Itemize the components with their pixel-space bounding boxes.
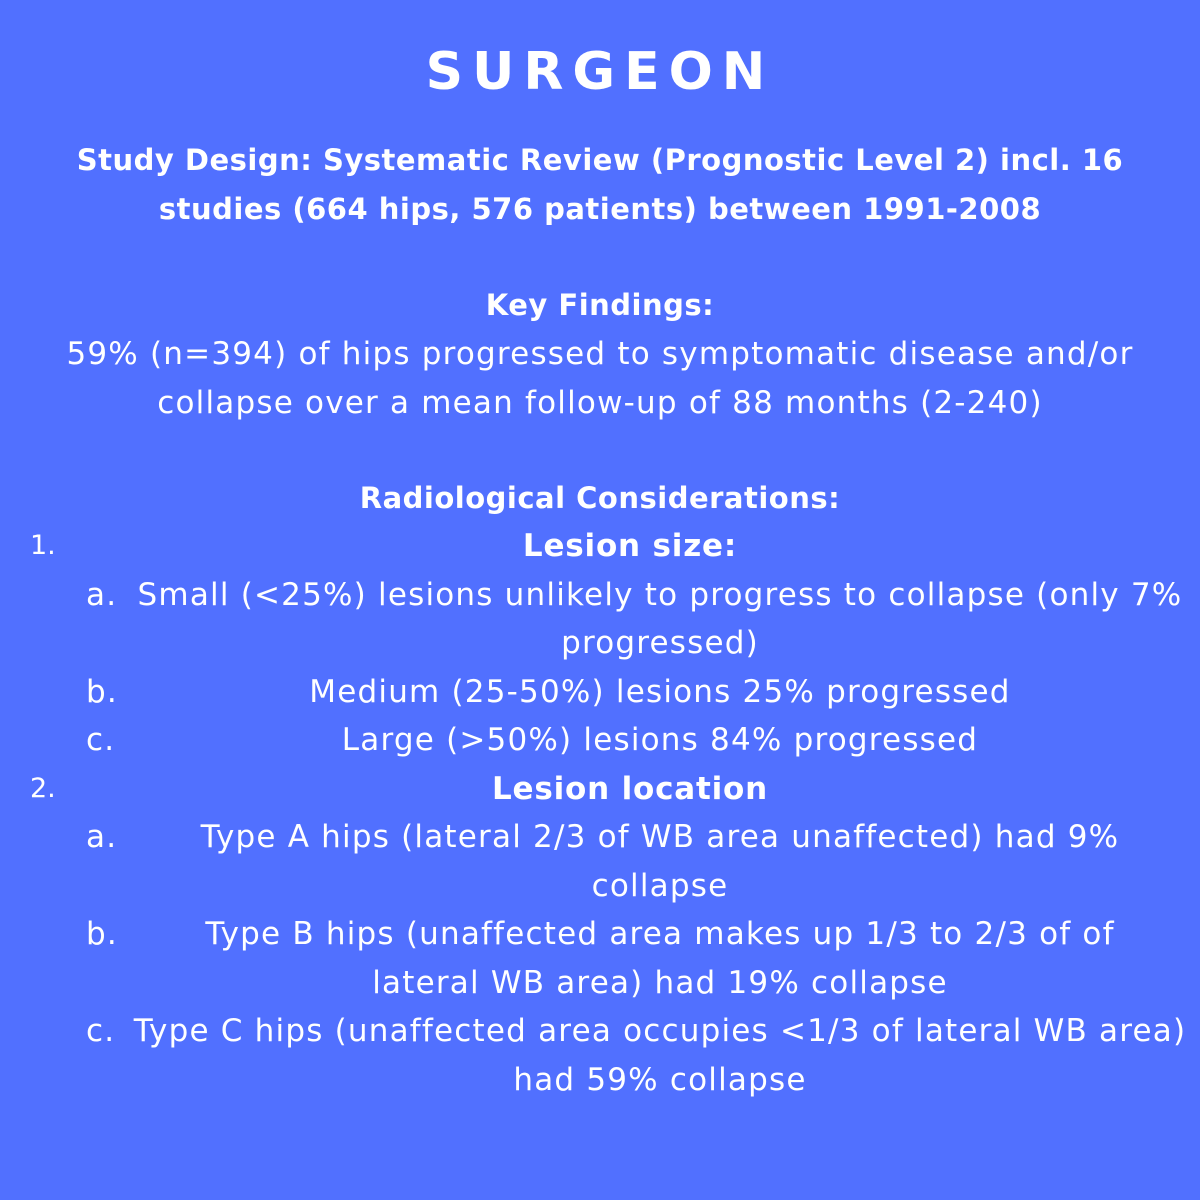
item-text: Large (>50%) lesions 84% progressed (341, 722, 979, 758)
item-text: Type B hips (unaffected area makes up 1/3 to 2/3 of of lateral WB area) had 19% collapse (205, 916, 1115, 1001)
section-number: 2. (30, 772, 56, 804)
section-heading: Lesion size: (522, 528, 738, 564)
radiological-heading: Radiological Considerations: (359, 481, 841, 515)
item-letter: c. (86, 1013, 116, 1049)
section-number: 1. (30, 530, 56, 561)
section-heading: Lesion location (491, 770, 769, 807)
item-text: Medium (25-50%) lesions 25% progressed (309, 673, 1011, 710)
study-design-text: Study Design: Systematic Review (Prognostic Level 2) incl. 16 studies (664 hips, 576 patients) between 1991-2008 (76, 143, 1124, 226)
page-title: SURGEON (425, 42, 775, 102)
key-findings-heading: Key Findings: (485, 288, 715, 322)
list-item (0, 571, 1200, 668)
list-item (0, 716, 1200, 765)
section-lesion-size (0, 522, 1200, 571)
item-letter: a. (86, 819, 118, 855)
item-text: Type C hips (unaffected area occupies <1/3 of lateral WB area) had 59% collapse (133, 1013, 1187, 1098)
considerations-list (0, 522, 1200, 1104)
key-findings-text: 59% (n=394) of hips progressed to symptomatic disease and/or collapse over a mean follow-up of 88 months (2-240) (66, 336, 1134, 421)
list-item (0, 813, 1200, 910)
item-text: Type A hips (lateral 2/3 of WB area unaffected) had 9% collapse (200, 819, 1120, 904)
list-item (0, 910, 1200, 1007)
list-item (0, 1007, 1200, 1104)
item-letter: c. (86, 722, 116, 758)
list-item (0, 668, 1200, 717)
item-text: Small (<25%) lesions unlikely to progress to collapse (only 7% progressed) (137, 576, 1183, 661)
item-letter: a. (86, 576, 118, 613)
item-letter: b. (86, 673, 118, 710)
item-letter: b. (86, 916, 118, 952)
section-lesion-location (0, 765, 1200, 814)
